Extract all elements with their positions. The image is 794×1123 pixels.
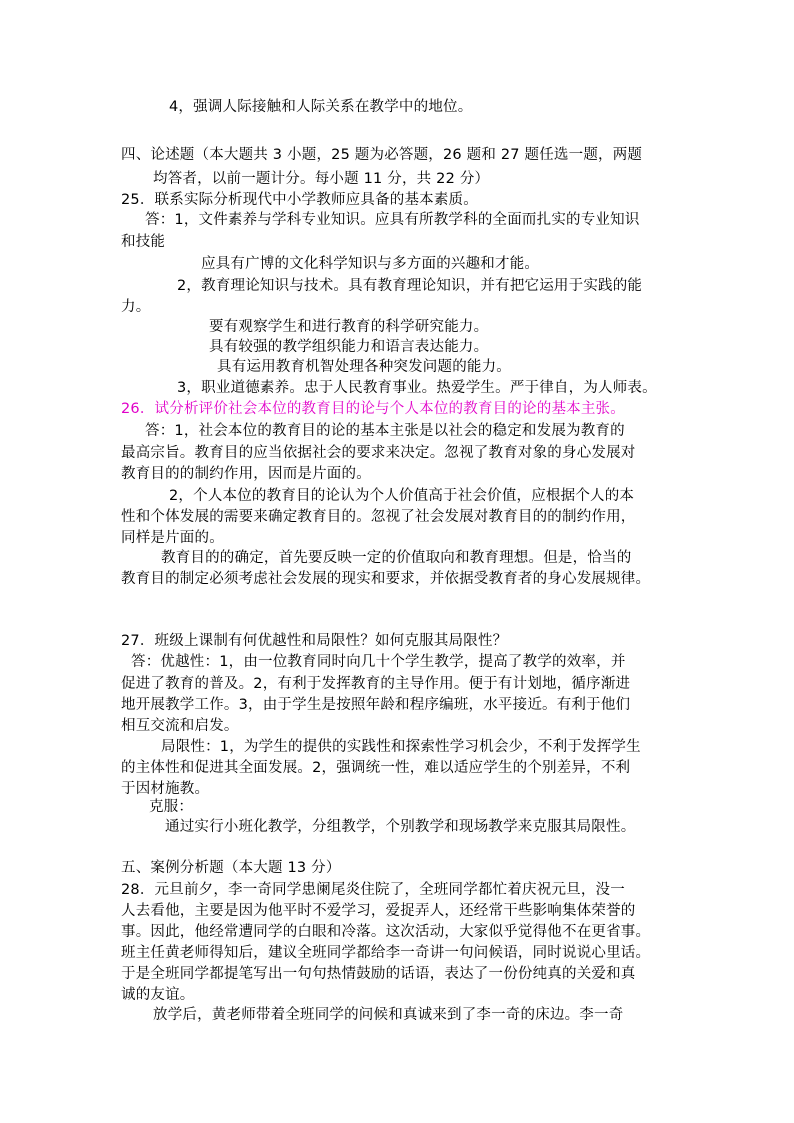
section-heading-case: 五、案例分析题（本大题 13 分） [121, 860, 341, 876]
question-26: 26．试分析评价社会本位的教育目的论与个人本位的教育目的论的基本主张。 [121, 401, 625, 417]
answer-26-line: 答：1，社会本位的教育目的论的基本主张是以社会的稳定和发展为教育的 [145, 423, 625, 439]
question-28-line: 事。因此，他经常遭同学的白眼和冷落。这次活动，大家似乎觉得他不在更省事。 [121, 924, 651, 940]
answer-27-line: 地开展教学工作。3，由于学生是按照年龄和程序编班，水平接近。有利于他们 [121, 697, 631, 713]
section-heading-essay: 四、论述题（本大题共 3 小题，25 题为必答题，26 题和 27 题任选一题，两题 [121, 147, 643, 163]
answer-25-line: 力。 [121, 299, 151, 315]
answer-25-line: 答：1，文件素养与学科专业知识。应具有所教学科的全面而扎实的专业知识 [145, 212, 640, 228]
question-28-line: 人去看他，主要是因为他平时不爱学习，爱捉弄人，还经常干些影响集体荣誉的 [121, 903, 636, 919]
answer-27-line: 于因材施教。 [121, 781, 210, 797]
question-25: 25．联系实际分析现代中小学教师应具备的基本素质。 [121, 192, 478, 208]
question-28-line: 于是全班同学都提笔写出一句句热情鼓励的话语，表达了一份份纯真的关爱和真 [121, 966, 636, 982]
answer-25-line: 应具有广博的文化科学知识与多方面的兴趣和才能。 [201, 256, 540, 272]
answer-25-line: 和技能 [121, 234, 166, 250]
answer-25-line: 具有运用教育机智处理各种突发问题的能力。 [217, 359, 511, 375]
answer-26-line: 教育目的制定必须考虑社会发展的现实和要求，并依据受教育者的身心发展规律。 [121, 571, 651, 587]
answer-25-line: 具有较强的教学组织能力和语言表达能力。 [209, 339, 489, 355]
answer-26-line: 教育目的的确定，首先要反映一定的价值取向和教育理想。但是，恰当的 [161, 550, 632, 566]
answer-25-line: 2，教育理论知识与技术。具有教育理论知识，并有把它运用于实践的能 [177, 278, 643, 294]
answer-26-line: 同样是片面的。 [121, 530, 224, 546]
answer-27-line: 局限性：1，为学生的提供的实践性和探索性学习机会少，不利于发挥学生 [161, 739, 641, 755]
answer-27-line: 克服： [149, 799, 194, 815]
answer-27-line: 促进了教育的普及。2，有利于发挥教育的主导作用。便于有计划地，循序渐进 [121, 676, 631, 692]
list-item-4: 4，强调人际接触和人际关系在教学中的地位。 [169, 99, 473, 115]
question-27: 27．班级上课制有何优越性和局限性？如何克服其局限性？ [121, 633, 508, 649]
answer-27-line: 相互交流和启发。 [121, 718, 239, 734]
question-28-line: 28．元旦前夕，李一奇同学患阑尾炎住院了，全班同学都忙着庆祝元旦，没一 [121, 882, 625, 898]
question-28-line: 诚的友谊。 [121, 987, 195, 1003]
answer-26-line: 2，个人本位的教育目的论认为个人价值高于社会价值，应根据个人的本 [169, 488, 635, 504]
answer-25-line: 要有观察学生和进行教育的科学研究能力。 [209, 319, 489, 335]
question-28-line: 放学后，黄老师带着全班同学的问候和真诚来到了李一奇的床边。李一奇 [153, 1007, 624, 1023]
answer-26-line: 最高宗旨。教育目的应当依据社会的要求来决定。忽视了教育对象的身心发展对 [121, 445, 636, 461]
section-heading-essay-cont: 均答者，以前一题计分。每小题 11 分，共 22 分） [153, 171, 490, 187]
answer-26-line: 教育目的的制约作用，因而是片面的。 [121, 466, 371, 482]
answer-26-line: 性和个体发展的需要来确定教育目的。忽视了社会发展对教育目的的制约作用， [121, 509, 636, 525]
answer-27-line: 通过实行小班化教学，分组教学，个别教学和现场教学来克服其局限性。 [165, 819, 636, 835]
answer-25-line: 3，职业道德素养。忠于人民教育事业。热爱学生。严于律自，为人师表。 [177, 380, 657, 396]
answer-27-line: 的主体性和促进其全面发展。2，强调统一性，难以适应学生的个别差异，不利 [121, 760, 631, 776]
answer-27-line: 答：优越性：1，由一位教育同时向几十个学生教学，提高了教学的效率，并 [131, 654, 626, 670]
question-28-line: 班主任黄老师得知后，建议全班同学都给李一奇讲一句问候语，同时说说心里话。 [121, 945, 651, 961]
